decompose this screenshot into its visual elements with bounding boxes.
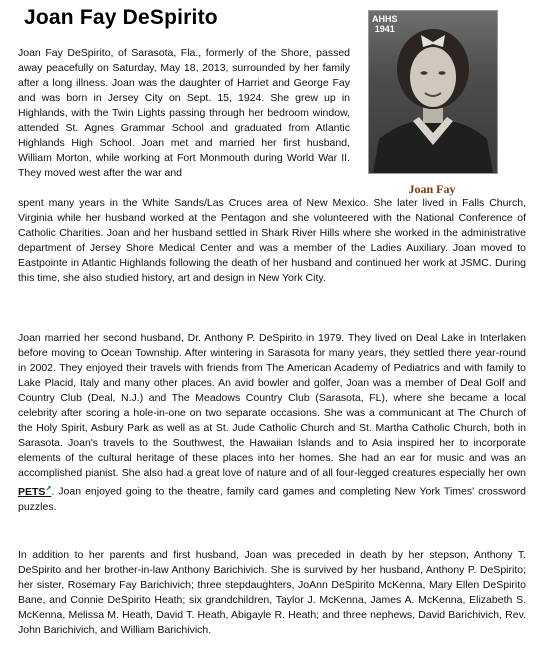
paragraph-1-part-b: spent many years in the White Sands/Las Cruces area of New Mexico. She later lived in Falls Church, Virginia while her husband worked at the Pentagon and she volunteered with the National Conference of Catholic Charities. Joan and her husband settled in Shark River Hills where she worked in the administrative department of Jersey Shore Medical Center and was a member of the Ladies Auxiliary. Joan moved to Eastpointe in Atlantic Highlands following the death of her husband and continued her work at JSMC. During this time, she also studied history, art and design in New York City. bbox=[18, 197, 526, 284]
portrait-photo bbox=[368, 10, 498, 174]
page-title: Joan Fay DeSpirito bbox=[24, 6, 218, 29]
badge-line-1: AHHS bbox=[372, 14, 398, 24]
portrait-image bbox=[369, 11, 497, 173]
paragraph-2 bbox=[18, 331, 526, 515]
paragraph-1-part-a: Joan Fay DeSpirito, of Sarasota, Fla., formerly of the Shore, passed away peacefully on Saturday, May 18, 2013, surrounded by her family after a long illness. Joan was the daughter of Harriet and George Fay and was born in Jersey City on Sept. 15, 1924. She grew up in Highlands, with the Twin Lights passing through her bedroom window, attended St. Agnes Grammar School and graduated from Atlantic Highlands High School. Joan met and married her first husband, William Morton, while working at Fort Monmouth during World War II. They moved west after the war and bbox=[18, 47, 350, 179]
pets-link-label[interactable]: PETS bbox=[18, 485, 46, 498]
paragraph-2-text-start: Joan married her second husband, Dr. Anthony P. DeSpirito in 1979. They lived on Deal Lake in Interlaken before moving to Ocean Township. After wintering in Sarasota for many years, they settled there year-round in 2002. They enjoyed their travels with friends from The American Academy of Pediatrics and with family to Lake Placid, Italy and many other places. An avid bowler and golfer, Joan was a member of Deal Golf and Country Club (Deal, N.J.) and The Meadows Country Club (Sarasota, FL), where she became a local celebrity after scoring a hole-in-one on two separate occasions. She was a communicant at The Church of the Holy Spirit, Asbury Park as well as at St. Jude Catholic Church and St. Martha Catholic Church, both in Sarasota. Joan's travels to the Southwest, the Hawaiian Islands and to Asia inspired her to incorporate elements of the cultural heritage of these places into her homes. She had an ear for music and was an accomplished pianist. She also had a great love of nature and of all four-legged creatures especially her own bbox=[18, 332, 526, 479]
badge-line-2: 1941 bbox=[374, 24, 395, 34]
portrait-figure bbox=[368, 10, 496, 197]
pets-link[interactable] bbox=[18, 486, 51, 498]
paragraph-2-text-end: . Joan enjoyed going to the theatre, family card games and completing New York Times' crossword puzzles. bbox=[18, 485, 526, 513]
year-badge bbox=[372, 14, 398, 34]
external-link-icon[interactable]: ↗ bbox=[45, 485, 52, 492]
paragraph-3: In addition to her parents and first husband, Joan was preceded in death by her stepson, Anthony T. DeSpirito and her brother-in-law Anthony Barichivich. She is survived by her husband, Anthony P. DeSpirito; her sister, Rosemary Fay Barichivich; three stepdaughters, JoAnn DeSpirito McKenna, Mary Ellen DeSpirito Bane, and Connie DeSpirito Heath; six grandchildren, Taylor J. McKenna, James A. McKenna, Elizabeth S. McKenna, Melissa M. Heath, David T. Heath, Abigayle R. Heath; and three nephews, David Barichivich, Rev. John Barichivich, and William Barichivich. bbox=[18, 549, 526, 636]
portrait-caption: Joan Fay bbox=[408, 182, 456, 196]
